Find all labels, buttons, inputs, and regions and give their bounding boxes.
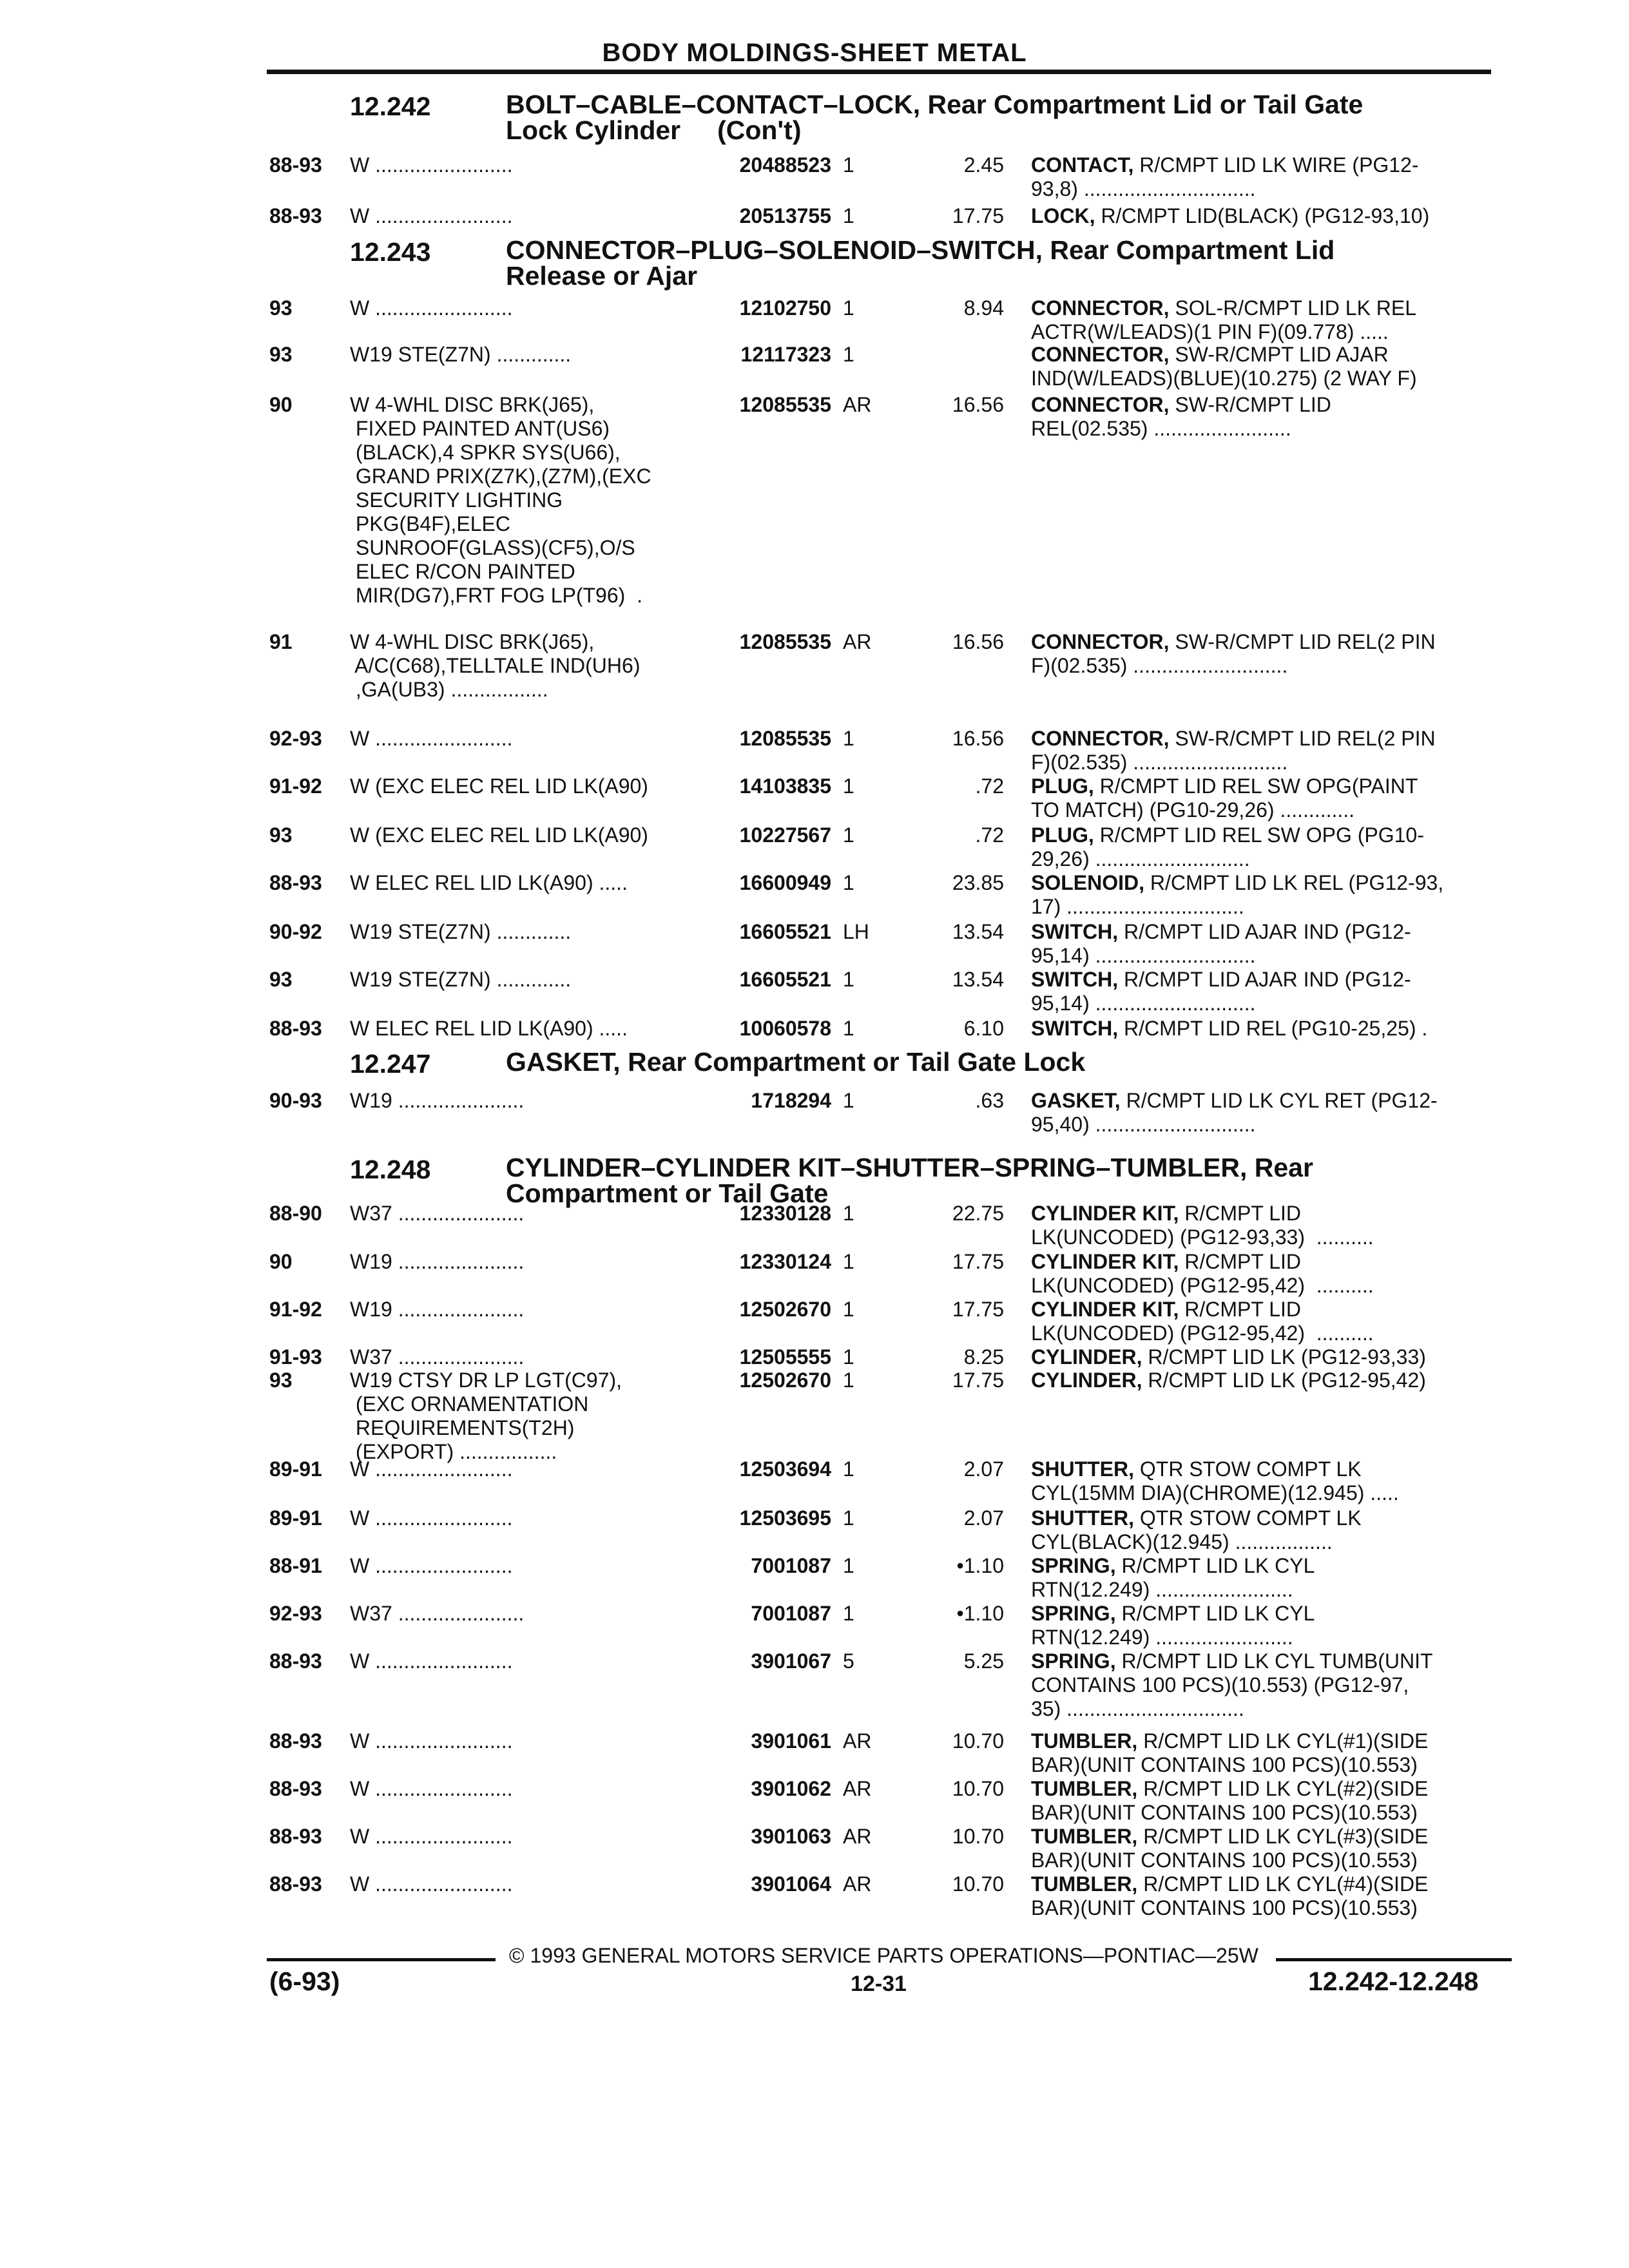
model-years: 93 — [269, 296, 293, 320]
application: W ........................ — [350, 727, 513, 750]
part-description: R/CMPT LID AJAR IND (PG12- 95,14) ............................ — [1031, 920, 1411, 967]
part-number: 12502670 — [739, 1298, 831, 1321]
quantity: 1 — [843, 204, 854, 227]
part-number: 14103835 — [739, 774, 831, 798]
application: W (EXC ELEC REL LID LK(A90) — [350, 774, 648, 798]
section-number: 12.242 — [350, 91, 431, 121]
footer-rule — [1276, 1958, 1512, 1961]
quantity: 1 — [843, 823, 854, 847]
part-description: R/CMPT LID LK(UNCODED) (PG12-93,33) .......... — [1031, 1202, 1374, 1249]
quantity: AR — [843, 1872, 872, 1896]
model-years: 90 — [269, 1250, 293, 1273]
description — [1031, 1602, 1508, 1649]
part-number: 16605521 — [739, 968, 831, 991]
quantity: 1 — [843, 1457, 854, 1481]
price: 10.70 — [952, 1872, 1004, 1896]
quantity: 1 — [843, 1017, 854, 1040]
model-years: 91 — [269, 630, 293, 653]
model-years: 88-91 — [269, 1554, 322, 1577]
part-name: CYLINDER KIT, — [1031, 1298, 1179, 1321]
quantity: 1 — [843, 1506, 854, 1530]
part-number: 12505555 — [739, 1345, 831, 1369]
part-number: 10227567 — [739, 823, 831, 847]
description — [1031, 1369, 1508, 1392]
quantity: 1 — [843, 1202, 854, 1225]
price: 8.94 — [963, 296, 1004, 320]
description — [1031, 1872, 1508, 1920]
part-description: R/CMPT LID LK (PG12-93,33) — [1142, 1345, 1426, 1369]
quantity: 1 — [843, 774, 854, 798]
footer-rule — [267, 1958, 496, 1961]
part-description: R/CMPT LID LK (PG12-95,42) — [1142, 1369, 1426, 1392]
part-description: R/CMPT LID LK CYL TUMB(UNIT CONTAINS 100 PCS)(10.553) (PG12-97, 35) ............................... — [1031, 1649, 1433, 1720]
footer-section-range: 12.242-12.248 — [1308, 1966, 1479, 1996]
part-number: 16600949 — [739, 871, 831, 894]
model-years: 93 — [269, 823, 293, 847]
description — [1031, 920, 1508, 968]
section-title: BOLT–CABLE–CONTACT–LOCK, Rear Compartment Lid or Tail Gate Lock Cylinder (Con't) — [506, 90, 1364, 145]
description — [1031, 1017, 1508, 1041]
part-name: PLUG, — [1031, 774, 1094, 798]
part-name: SPRING, — [1031, 1649, 1116, 1673]
part-number: 3901061 — [751, 1729, 831, 1753]
price: 10.70 — [952, 1729, 1004, 1753]
quantity: 1 — [843, 1089, 854, 1112]
quantity: AR — [843, 1777, 872, 1800]
part-name: TUMBLER, — [1031, 1872, 1138, 1896]
model-years: 88-93 — [269, 153, 322, 177]
part-number: 12085535 — [739, 630, 831, 653]
price: •1.10 — [956, 1602, 1004, 1625]
description — [1031, 1777, 1508, 1825]
section-title: CONNECTOR–PLUG–SOLENOID–SWITCH, Rear Compartment Lid Release or Ajar — [506, 235, 1335, 291]
price: 17.75 — [952, 1369, 1004, 1392]
part-name: CONNECTOR, — [1031, 727, 1170, 750]
price: 10.70 — [952, 1825, 1004, 1848]
part-name: CONNECTOR, — [1031, 343, 1170, 366]
model-years: 93 — [269, 1369, 293, 1392]
price: •1.10 — [956, 1554, 1004, 1577]
description — [1031, 343, 1508, 390]
part-number: 12503694 — [739, 1457, 831, 1481]
application: W 4-WHL DISC BRK(J65), A/C(C68),TELLTALE IND(UH6) ,GA(UB3) ................. — [350, 630, 641, 701]
quantity: AR — [843, 1825, 872, 1848]
price: 13.54 — [952, 968, 1004, 991]
section-number: 12.243 — [350, 237, 431, 267]
application: W ........................ — [350, 1825, 513, 1848]
part-name: SHUTTER, — [1031, 1457, 1134, 1481]
part-description: R/CMPT LID LK CYL(#1)(SIDE BAR)(UNIT CONTAINS 100 PCS)(10.553) — [1031, 1729, 1429, 1776]
part-description: R/CMPT LID REL SW OPG (PG10- 29,26) ........................... — [1031, 823, 1424, 870]
description — [1031, 204, 1508, 228]
part-description: R/CMPT LID LK CYL(#4)(SIDE BAR)(UNIT CONTAINS 100 PCS)(10.553) — [1031, 1872, 1429, 1919]
model-years: 91-92 — [269, 1298, 322, 1321]
quantity: 1 — [843, 1250, 854, 1273]
part-number: 12330124 — [739, 1250, 831, 1273]
price: 10.70 — [952, 1777, 1004, 1800]
quantity: 1 — [843, 343, 854, 366]
part-description: SW-R/CMPT LID AJAR IND(W/LEADS)(BLUE)(10.275) (2 WAY F) — [1031, 343, 1417, 390]
part-description: QTR STOW COMPT LK CYL(BLACK)(12.945) ................. — [1031, 1506, 1362, 1553]
part-number: 3901062 — [751, 1777, 831, 1800]
price: 16.56 — [952, 630, 1004, 653]
description — [1031, 774, 1508, 822]
part-name: SPRING, — [1031, 1602, 1116, 1625]
description — [1031, 1457, 1508, 1505]
quantity: 1 — [843, 153, 854, 177]
part-name: SOLENOID, — [1031, 871, 1145, 894]
price: 22.75 — [952, 1202, 1004, 1225]
model-years: 91-92 — [269, 774, 322, 798]
description — [1031, 630, 1508, 678]
page-header-title: BODY MOLDINGS-SHEET METAL — [602, 39, 1027, 67]
model-years: 93 — [269, 343, 293, 366]
part-description: SW-R/CMPT LID REL(02.535) ........................ — [1031, 393, 1331, 440]
price: 23.85 — [952, 871, 1004, 894]
model-years: 88-93 — [269, 1017, 322, 1040]
quantity: 1 — [843, 727, 854, 750]
application: W 4-WHL DISC BRK(J65), FIXED PAINTED ANT(US6) (BLACK),4 SPKR SYS(U66), GRAND PRIX(Z7K),(Z7M),(EXC SECURITY LIGHTING PKG(B4F),ELEC SUNROOF(GLASS)(CF5),O/S ELEC R/CON PAINTED MIR(DG7),FRT FOG LP(T96) . — [350, 393, 651, 607]
model-years: 88-93 — [269, 1729, 322, 1753]
part-name: LOCK, — [1031, 204, 1095, 227]
part-number: 12503695 — [739, 1506, 831, 1530]
application: W ........................ — [350, 1649, 513, 1673]
section-number: 12.248 — [350, 1155, 431, 1184]
part-number: 3901064 — [751, 1872, 831, 1896]
part-number: 1718294 — [751, 1089, 831, 1112]
part-number: 7001087 — [751, 1602, 831, 1625]
application: W ELEC REL LID LK(A90) ..... — [350, 1017, 628, 1040]
model-years: 90 — [269, 393, 293, 416]
quantity: 1 — [843, 1369, 854, 1392]
model-years: 92-93 — [269, 1602, 322, 1625]
model-years: 88-93 — [269, 871, 322, 894]
quantity: 1 — [843, 1298, 854, 1321]
model-years: 88-93 — [269, 1649, 322, 1673]
application: W ........................ — [350, 1777, 513, 1800]
part-number: 12085535 — [739, 727, 831, 750]
header-rule — [267, 70, 1491, 74]
part-description: R/CMPT LID LK(UNCODED) (PG12-95,42) .......... — [1031, 1250, 1374, 1297]
part-number: 3901067 — [751, 1649, 831, 1673]
quantity: 1 — [843, 871, 854, 894]
part-name: CYLINDER KIT, — [1031, 1250, 1179, 1273]
application: W19 CTSY DR LP LGT(C97), (EXC ORNAMENTATION REQUIREMENTS(T2H) (EXPORT) ................. — [350, 1369, 622, 1463]
part-name: CYLINDER KIT, — [1031, 1202, 1179, 1225]
application: W ........................ — [350, 1872, 513, 1896]
price: 2.45 — [963, 153, 1004, 177]
description — [1031, 1506, 1508, 1554]
quantity: 1 — [843, 296, 854, 320]
part-description: R/CMPT LID AJAR IND (PG12- 95,14) ............................ — [1031, 968, 1411, 1015]
quantity: 1 — [843, 968, 854, 991]
price: 17.75 — [952, 1250, 1004, 1273]
part-number: 20513755 — [739, 204, 831, 227]
description — [1031, 393, 1508, 441]
price: .63 — [975, 1089, 1004, 1112]
part-name: SWITCH, — [1031, 968, 1119, 991]
part-name: CONNECTOR, — [1031, 630, 1170, 653]
part-description: QTR STOW COMPT LK CYL(15MM DIA)(CHROME)(12.945) ..... — [1031, 1457, 1399, 1504]
model-years: 90-92 — [269, 920, 322, 943]
part-number: 12502670 — [739, 1369, 831, 1392]
price: 13.54 — [952, 920, 1004, 943]
price: 6.10 — [963, 1017, 1004, 1040]
application: W ........................ — [350, 1729, 513, 1753]
part-number: 12102750 — [739, 296, 831, 320]
application: W19 ...................... — [350, 1298, 525, 1321]
part-description: R/CMPT LID LK CYL RTN(12.249) ........................ — [1031, 1602, 1315, 1649]
price: 2.07 — [963, 1506, 1004, 1530]
section-title: GASKET, Rear Compartment or Tail Gate Lock — [506, 1047, 1086, 1077]
description — [1031, 823, 1508, 871]
description — [1031, 1345, 1508, 1369]
price: .72 — [975, 823, 1004, 847]
part-name: PLUG, — [1031, 823, 1094, 847]
model-years: 92-93 — [269, 727, 322, 750]
part-description: R/CMPT LID REL (PG10-25,25) . — [1118, 1017, 1428, 1040]
model-years: 88-93 — [269, 204, 322, 227]
part-description: SOL-R/CMPT LID LK REL ACTR(W/LEADS)(1 PIN F)(09.778) ..... — [1031, 296, 1417, 343]
part-name: CYLINDER, — [1031, 1345, 1142, 1369]
part-description: SW-R/CMPT LID REL(2 PIN F)(02.535) ........................... — [1031, 630, 1436, 677]
application: W ........................ — [350, 1506, 513, 1530]
part-name: GASKET, — [1031, 1089, 1121, 1112]
application: W ........................ — [350, 1554, 513, 1577]
application: W37 ...................... — [350, 1202, 525, 1225]
part-description: SW-R/CMPT LID REL(2 PIN F)(02.535) ........................... — [1031, 727, 1436, 774]
model-years: 91-93 — [269, 1345, 322, 1369]
model-years: 88-93 — [269, 1777, 322, 1800]
part-name: TUMBLER, — [1031, 1825, 1138, 1848]
part-description: R/CMPT LID REL SW OPG(PAINT TO MATCH) (PG10-29,26) ............. — [1031, 774, 1418, 822]
model-years: 88-93 — [269, 1872, 322, 1896]
description — [1031, 1825, 1508, 1872]
quantity: 1 — [843, 1554, 854, 1577]
quantity: AR — [843, 1729, 872, 1753]
part-name: CONTACT, — [1031, 153, 1134, 177]
model-years: 90-93 — [269, 1089, 322, 1112]
application: W37 ...................... — [350, 1602, 525, 1625]
part-description: R/CMPT LID LK CYL RET (PG12- 95,40) ............................ — [1031, 1089, 1438, 1136]
price: 16.56 — [952, 393, 1004, 416]
application: W19 STE(Z7N) ............. — [350, 920, 572, 943]
description — [1031, 1729, 1508, 1777]
part-name: SHUTTER, — [1031, 1506, 1134, 1530]
application: W ........................ — [350, 1457, 513, 1481]
model-years: 88-90 — [269, 1202, 322, 1225]
application: W (EXC ELEC REL LID LK(A90) — [350, 823, 648, 847]
application: W ........................ — [350, 204, 513, 227]
description — [1031, 1250, 1508, 1298]
part-description: R/CMPT LID LK(UNCODED) (PG12-95,42) .......... — [1031, 1298, 1374, 1345]
price: 8.25 — [963, 1345, 1004, 1369]
model-years: 89-91 — [269, 1506, 322, 1530]
part-description: R/CMPT LID LK WIRE (PG12- 93,8) .............................. — [1031, 153, 1419, 200]
part-number: 20488523 — [739, 153, 831, 177]
part-number: 12117323 — [740, 343, 831, 366]
section-title: CYLINDER–CYLINDER KIT–SHUTTER–SPRING–TUMBLER, Rear Compartment or Tail Gate — [506, 1153, 1313, 1208]
part-number: 3901063 — [751, 1825, 831, 1848]
price: 17.75 — [952, 1298, 1004, 1321]
part-name: SWITCH, — [1031, 1017, 1119, 1040]
part-name: TUMBLER, — [1031, 1729, 1138, 1753]
description — [1031, 871, 1508, 919]
part-name: CYLINDER, — [1031, 1369, 1142, 1392]
part-name: SWITCH, — [1031, 920, 1119, 943]
description — [1031, 1089, 1508, 1137]
part-description: R/CMPT LID LK CYL RTN(12.249) ........................ — [1031, 1554, 1315, 1601]
part-name: CONNECTOR, — [1031, 296, 1170, 320]
price: 2.07 — [963, 1457, 1004, 1481]
part-description: R/CMPT LID LK CYL(#3)(SIDE BAR)(UNIT CONTAINS 100 PCS)(10.553) — [1031, 1825, 1429, 1872]
quantity: 5 — [843, 1649, 854, 1673]
description — [1031, 968, 1508, 1015]
application: W37 ...................... — [350, 1345, 525, 1369]
description — [1031, 296, 1508, 344]
quantity: 1 — [843, 1602, 854, 1625]
part-number: 12085535 — [739, 393, 831, 416]
description — [1031, 1202, 1508, 1249]
application: W19 STE(Z7N) ............. — [350, 968, 572, 991]
application: W19 ...................... — [350, 1089, 525, 1112]
part-number: 7001087 — [751, 1554, 831, 1577]
price: 17.75 — [952, 204, 1004, 227]
footer-page-number: 12-31 — [851, 1972, 907, 1996]
part-number: 12330128 — [739, 1202, 831, 1225]
model-years: 93 — [269, 968, 293, 991]
section-number: 12.247 — [350, 1049, 431, 1079]
footer-date: (6-93) — [269, 1966, 340, 1996]
application: W ELEC REL LID LK(A90) ..... — [350, 871, 628, 894]
application: W ........................ — [350, 153, 513, 177]
part-description: R/CMPT LID LK CYL(#2)(SIDE BAR)(UNIT CONTAINS 100 PCS)(10.553) — [1031, 1777, 1429, 1824]
footer-copyright: © 1993 GENERAL MOTORS SERVICE PARTS OPERATIONS—PONTIAC—25W — [509, 1944, 1258, 1967]
description — [1031, 153, 1508, 201]
quantity: AR — [843, 393, 872, 416]
application: W19 STE(Z7N) ............. — [350, 343, 572, 366]
part-description: R/CMPT LID LK REL (PG12-93, 17) ............................... — [1031, 871, 1444, 918]
price: 16.56 — [952, 727, 1004, 750]
description — [1031, 727, 1508, 774]
part-name: TUMBLER, — [1031, 1777, 1138, 1800]
description — [1031, 1649, 1508, 1721]
part-name: SPRING, — [1031, 1554, 1116, 1577]
part-name: CONNECTOR, — [1031, 393, 1170, 416]
quantity: AR — [843, 630, 872, 653]
price: 5.25 — [963, 1649, 1004, 1673]
model-years: 88-93 — [269, 1825, 322, 1848]
description — [1031, 1298, 1508, 1345]
part-number: 10060578 — [739, 1017, 831, 1040]
model-years: 89-91 — [269, 1457, 322, 1481]
description — [1031, 1554, 1508, 1602]
application: W19 ...................... — [350, 1250, 525, 1273]
quantity: 1 — [843, 1345, 854, 1369]
price: .72 — [975, 774, 1004, 798]
part-description: R/CMPT LID(BLACK) (PG12-93,10) — [1095, 204, 1430, 227]
part-number: 16605521 — [739, 920, 831, 943]
quantity: LH — [843, 920, 869, 943]
application: W ........................ — [350, 296, 513, 320]
